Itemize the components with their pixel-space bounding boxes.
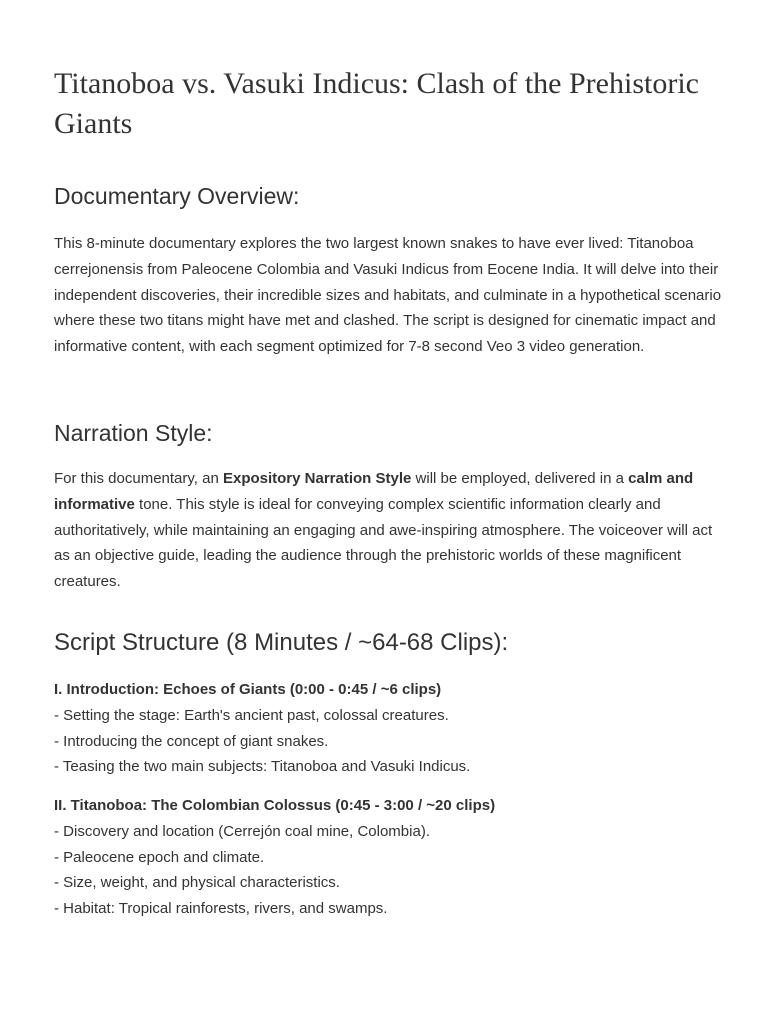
narration-bold-tone: calm and informative: [54, 470, 694, 513]
script-heading: Script Structure (8 Minutes / ~64-68 Clips):: [54, 629, 509, 656]
narration-text-3: tone. This style is ideal for conveying complex scientific information clearly and authoritatively, while maintaining an engaging and awe-inspiring atmosphere. The voiceover will act as an objective guide, leading the audience through the prehistoric worlds of these magnificent creatures.: [54, 495, 713, 591]
script-section-title: I. Introduction: Echoes of Giants (0:00 - 0:45 / ~6 clips): [54, 681, 442, 698]
list-item: - Introducing the concept of giant snakes.: [54, 732, 329, 750]
narration-paragraph: [54, 466, 724, 595]
list-item: - Setting the stage: Earth's ancient past, colossal creatures.: [54, 706, 449, 724]
script-section-2: [54, 793, 724, 922]
list-item: - Discovery and location (Cerrejón coal mine, Colombia).: [54, 822, 430, 840]
script-section-title: II. Titanoboa: The Colombian Colossus (0:45 - 3:00 / ~20 clips): [54, 797, 496, 814]
script-section-1: [54, 677, 724, 780]
list-item: - Paleocene epoch and climate.: [54, 848, 265, 866]
list-item: - Habitat: Tropical rainforests, rivers, and swamps.: [54, 900, 388, 918]
overview-paragraph: This 8-minute documentary explores the two largest known snakes to have ever lived: Titanoboa cerrejonensis from Paleocene Colombia and Vasuki Indicus from Eocene India. It will delve into their independent discoveries, their incredible sizes and habitats, and culminate in a hypothetical scenario where these two titans might have met and clashed. The script is designed for cinematic impact and informative content, with each segment optimized for 7-8 second Veo 3 video generation.: [54, 235, 722, 356]
narration-text-1: For this documentary, an: [54, 470, 223, 487]
narration-bold-style: Expository Narration Style: [222, 470, 412, 487]
document-title: Titanoboa vs. Vasuki Indicus: Clash of the Prehistoric Giants: [54, 67, 699, 140]
list-item: - Size, weight, and physical characteristics.: [54, 874, 340, 892]
overview-heading: Documentary Overview:: [54, 183, 300, 209]
list-item: - Teasing the two main subjects: Titanoboa and Vasuki Indicus.: [54, 758, 471, 776]
narration-text-2: will be employed, delivered in a: [411, 470, 629, 487]
narration-heading: Narration Style:: [54, 420, 213, 446]
